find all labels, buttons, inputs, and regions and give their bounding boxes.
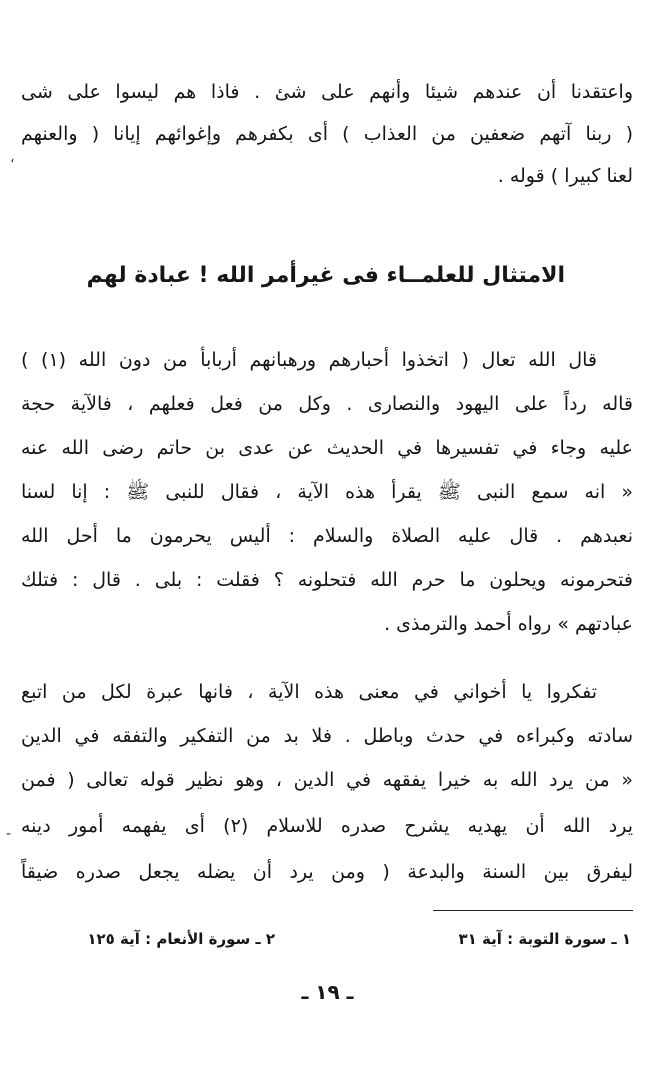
page-number: ـ ١٩ ـ (301, 980, 354, 1004)
text-line: نعبدهم . قال عليه الصلاة والسلام : أليس يحرمون ما أحل الله (21, 525, 633, 547)
scan-mark: - (6, 826, 12, 842)
text-line: يرد الله أن يهديه يشرح صدره للاسلام (٢) أى يفهمه أمور دينه (21, 815, 633, 837)
text-line: عبادتهم » رواه أحمد والترمذى . (384, 613, 633, 635)
text-line: واعتقدنا أن عندهم شيئا وأنهم على شئ . فاذا هم ليسوا على شى (21, 81, 633, 103)
text-line: ( ربنا آتهم ضعفين من العذاب ) أى بكفرهم وإغوائهم إيانا ( والعنهم (21, 123, 633, 145)
text-line: « انه سمع النبى ﷺ يقرأ هذه الآية ، فقال للنبى ﷺ : إنا لسنا (21, 481, 633, 503)
text-line: سادته وكبراءه في حدث وباطل . فلا بد من التفكير والتفقه في الدين (21, 725, 633, 747)
text-line: ليفرق بين السنة والبدعة ( ومن يرد أن يضله يجعل صدره ضيقاً (21, 861, 633, 883)
text-line: فتحرمونه ويحلون ما حرم الله فتحلونه ؟ فقلت : بلى . قال : فتلك (21, 569, 633, 591)
footnote-1: ١ ـ سورة التوبة : آية ٣١ (458, 930, 631, 948)
text-line: عليه وجاء في تفسيرها في الحديث عن عدى بن حاتم رضى الله عنه (21, 437, 633, 459)
text-line: قاله رداً على اليهود والنصارى . وكل من فعل فعلهم ، فالآية حجة (21, 393, 633, 415)
text-line: تفكروا يا أخواني في معنى هذه الآية ، فانها عبرة لكل من اتبع (21, 681, 597, 703)
footnote-rule (433, 910, 633, 911)
text-line: قال الله تعال ( اتخذوا أحبارهم ورهبانهم أربابأ من دون الله (١) ) (21, 349, 597, 371)
text-line: لعنا كبيرا ) قوله . (497, 165, 633, 187)
section-heading: الامتثال للعلمــاء فى غيرأمر الله ! عبادة لهم (86, 263, 565, 288)
scan-mark: ، (10, 150, 15, 166)
footnote-2: ٢ ـ سورة الأنعام : آية ١٢٥ (87, 930, 275, 948)
text-line: « من يرد الله به خيرا يفقهه في الدين ، وهو نظير قوله تعالى ( فمن (21, 769, 633, 791)
